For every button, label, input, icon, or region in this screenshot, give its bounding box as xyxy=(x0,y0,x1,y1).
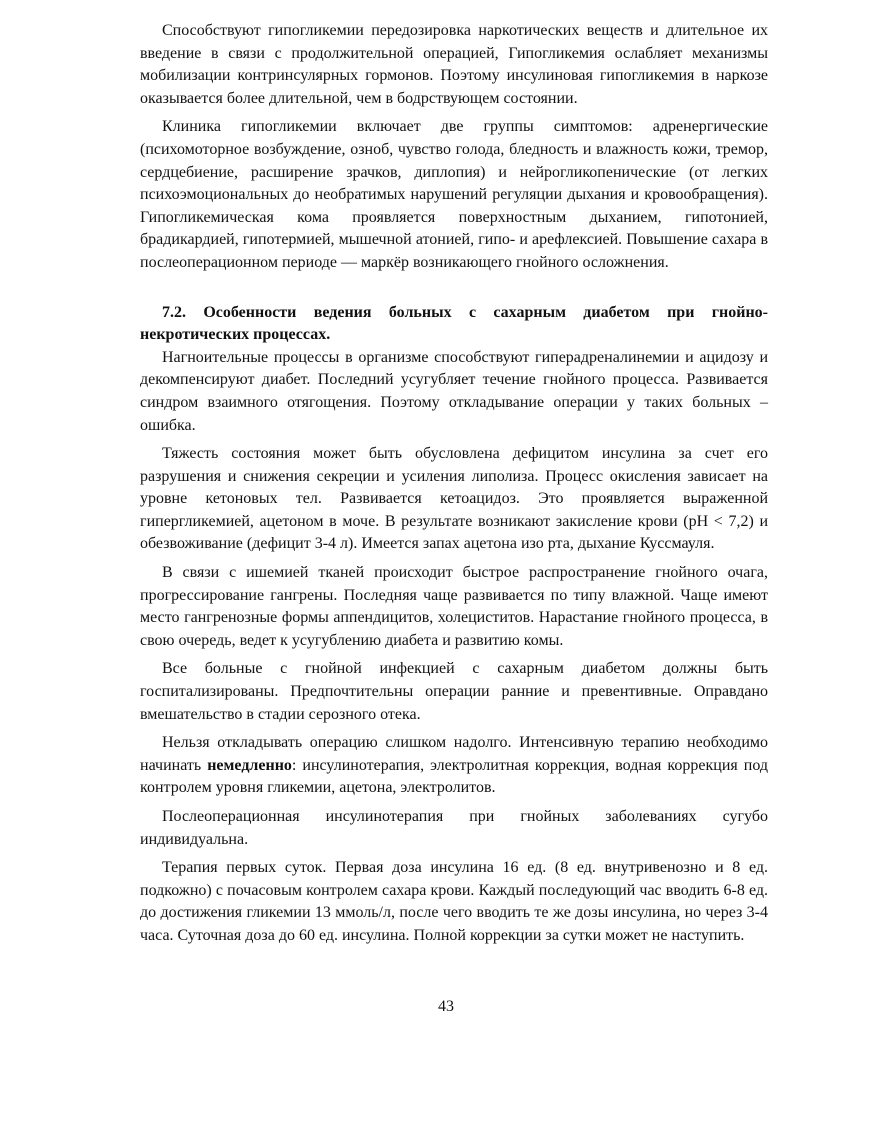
page-number: 43 xyxy=(438,998,454,1015)
paragraph-ischemia: В связи с ишемией тканей происходит быстрое распространение гнойного очага, прогрессирование гангрены. Последняя чаще развивается по типу влажной. Чаще имеют место гангренозные формы аппендицитов, холециститов. Нарастание гнойного процесса, в свою очередь, ведет к усугублению диабета и развитию комы. xyxy=(140,564,768,649)
paragraph-first-day-therapy: Терапия первых суток. Первая доза инсулина 16 ед. (8 ед. внутривенозно и 8 ед. подкожно) с почасовым контролем сахара крови. Каждый последующий час вводить 6-8 ед. до достижения гликемии 13 ммоль/л, после чего вводить те же дозы инсулина, но через 3-4 часа. Суточная доза до 60 ед. инсулина. Полной коррекции за сутки может не наступить. xyxy=(140,859,768,944)
urgent-text-after: : инсулинотерапия, электролитная коррекция, водная коррекция под контролем уровня гликемии, ацетона, электролитов. xyxy=(140,756,769,797)
section-heading: 7.2. Особенности ведения больных с сахарным диабетом при гнойно-некротических процессах. xyxy=(140,303,768,344)
paragraph-hypoglycemia-clinic: Клиника гипогликемии включает две группы симптомов: адренергические (психомоторное возбуждение, озноб, чувство голода, бледность и влажность кожи, тремор, сердцебиение, расширение зрачков, диплопия) и нейрогликопенические (от легких психоэмоциональных до необратимых нарушений регуляции дыхания и кровообращения). Гипогликемическая кома проявляется поверхностным дыханием, гипотонией, брадикардией, гипотермией, мышечной атонией, гипо- и арефлексией. Повышение сахара в послеоперационном периоде — маркёр возникающего гнойного осложнения. xyxy=(140,118,768,271)
paragraph-hospitalization: Все больные с гнойной инфекцией с сахарным диабетом должны быть госпитализированы. Предпочтительны операции ранние и превентивные. Оправдано вмешательство в стадии серозного отека. xyxy=(140,660,768,723)
page-body xyxy=(140,20,768,948)
paragraph-suppurative-processes: Нагноительные процессы в организме способствуют гиперадреналинемии и ацидозу и декомпенсируют диабет. Последний усугубляет течение гнойного процесса. Развивается синдром взаимного отягощения. Поэтому откладывание операции у таких больных – ошибка. xyxy=(140,348,768,434)
paragraph-postoperative-insulin: Послеоперационная инсулинотерапия при гнойных заболеваниях сугубо индивидуальна. xyxy=(140,808,768,848)
urgent-text-before: Нельзя откладывать операцию слишком надолго. Интенсивную терапию необходимо начинать xyxy=(140,734,768,774)
paragraph-severity: Тяжесть состояния может быть обусловлена дефицитом инсулина за счет его разрушения и снижения секреции и усиления липолиза. Процесс окисления зависает на уровне кетоновых тел. Развивается кетоацидоз. Это проявляется выраженной гипергликемией, ацетоном в моче. В результате возникают закисление крови (pH < 7,2) и обезвоживание (дефицит 3-4 л). Имеется запах ацетона изо рта, дыхание Куссмауля. xyxy=(140,445,768,553)
paragraph-hypoglycemia-causes: Способствуют гипогликемии передозировка наркотических веществ и длительное их введение в связи с продолжительной операцией, Гипогликемия ослабляет механизмы мобилизации контринсулярных гормонов. Поэтому инсулиновая гипогликемия в наркозе оказывается более длительной, чем в бодрствующем состоянии. xyxy=(140,22,768,107)
paragraph-urgent-therapy xyxy=(140,732,768,800)
urgent-emphasis: немедленно xyxy=(207,756,292,774)
